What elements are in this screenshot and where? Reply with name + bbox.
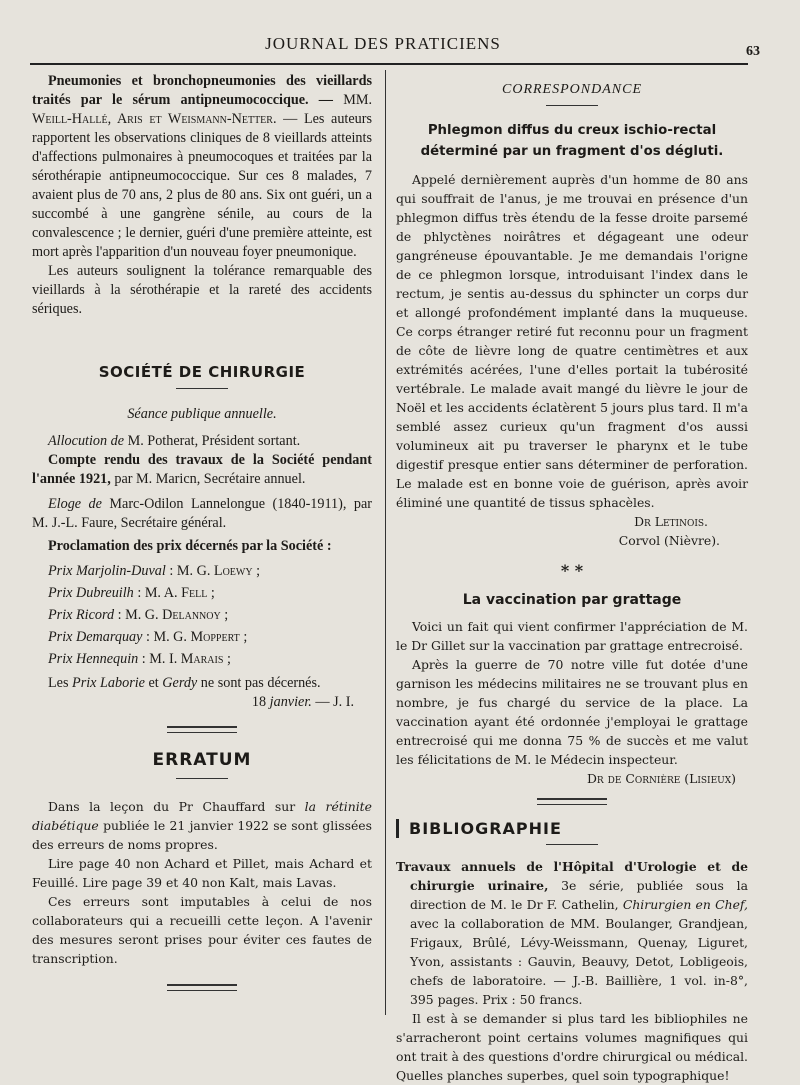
seance-subtitle: Séance publique annuelle. [127, 406, 277, 422]
biblio-review: Il est à se demander si plus tard les bibliophiles ne s'arracheront point certains volumes magnifiques qui ont trait à des questions d'ordre chirurgical ou médical. Quelles planches superbes, quel soin typographique! [396, 1011, 748, 1083]
column-divider [385, 70, 386, 1015]
biblio-entry: Travaux annuels de l'Hôpital d'Urologie et de chirurgie urinaire, 3e série, publiée sous la direction de M. le Dr F. Cathelin, Chirurgien en Chef, avec la collaboration de MM. Boulanger, Grandjean, Frigaux, Brûlé, Lévy-Weissmann, Quenay, Liguret, Yvon, assistants : Gauvin, Beauvy, Detot, Lobligeois, chefs de laboratoire. — J.-B. Baillière, 1 vol. in-8°, 395 pages. Prix : 50 francs. [396, 859, 748, 1007]
erratum-title: ERRATUM [152, 750, 252, 770]
left-column [32, 72, 372, 991]
section-stars: * * [560, 561, 584, 580]
phlegmon-signature: Dr Letinois. [634, 514, 708, 529]
allocution-text: M. Potherat, Président sortant. [127, 433, 301, 449]
prize-item: Prix Hennequin : M. I. Marais ; [48, 651, 231, 667]
compte-rendu-author: par M. Maricn, Secrétaire annuel. [114, 471, 306, 487]
header-rule [30, 63, 748, 65]
phlegmon-location: Corvol (Nièvre). [618, 533, 720, 548]
compte-rendu [32, 451, 372, 489]
page-number: 63 [746, 44, 760, 59]
right-column [396, 72, 748, 1085]
phlegmon-title: Phlegmon diffus du creux ischio-rectal déterminé par un fragment d'os dégluti. [420, 123, 724, 159]
pneumo-body: Les auteurs rapportent les observations cliniques de 8 vieillards atteints d'affections pulmonaires à pneumocoques et traitées par la sérothérapie antipneumococcique. Sur ces 8 malades, 7 avaient plus de 70 ans, 2 plus de 80 ans. Six ont guéri, un a succombé à une gangrène sénile, au cours de la convalescence ; le dernier, guéri d'une première atteinte, est mort après l'apparition d'un nouveau foyer pneumonique. [32, 111, 373, 260]
eloge-text: Marc-Odilon Lannelongue (1840-1911), par M. J.-L. Faure, Secrétaire général. [32, 496, 372, 531]
societe-signature: 18 janvier. — J. I. [251, 694, 354, 710]
prize-item: Prix Ricord : M. G. Delannoy ; [48, 607, 229, 623]
prize-item: Prix Demarquay : M. G. Moppert ; [48, 629, 248, 645]
phlegmon-body: Appelé dernièrement auprès d'un homme de 80 ans qui souffrait de l'anus, je me trouvai en présence d'un phlegmon diffus très étendu de la fesse droite parsemé de phlyctènes noirâtres et dégageant une odeur gangréneuse épouvantable. Je me demandais l'origne de ce phlegmon lorsque, introduisant l'index dans le rectum, je sentis au-dessus du sphincter un corps dur et allongé profondément implanté dans la muqueuse. Ce corps étranger retiré fut reconnu pour un fragment de côte de lièvre long de quatre centimètres et aux extrémités acérées, l'une d'elles portait la tubérosité vertébrale. Le malade avait mangé du lièvre le jour de Noël et les accidents éclatèrent 5 jours plus tard. Il m'a semblé assez curieux qu'un fragment d'os aussi volumineux ait pu traverser le pharynx et le tube digestif presque entier sans déterminer de perforation. Le malade est en bonne voie de guérison, après avoir éliminé une quantité de tissus sphacèles. [396, 172, 748, 510]
pneumo-conclusion: Les auteurs soulignent la tolérance remarquable des vieillards à la sérothérapie et la rareté des accidents sériques. [32, 263, 372, 317]
societe-title: SOCIÉTÉ DE CHIRURGIE [98, 363, 306, 381]
pneumo-article [32, 72, 372, 262]
prize-item: Prix Dubreuilh : M. A. Fell ; [48, 585, 215, 601]
prize-list [32, 560, 372, 670]
prix-not-awarded: Les Prix Laborie et Gerdy ne sont pas décernés. [48, 675, 321, 691]
erratum-body: Dans la leçon du Pr Chauffard sur la rétinite diabétique publiée le 21 janvier 1922 se sont glissées des erreurs de noms propres. Lire page 40 non Achard et Pillet, mais Achard et Feuillé. Lire page 39 et 40 non Kalt, mais Lavas. Ces erreurs sont imputables à celui de nos collaborateurs qui a recueilli cette leçon. A l'avenir des mesures seront prises pour éviter ces fautes de transcription. [32, 799, 372, 966]
proclamation: Proclamation des prix décernés par la Société : [48, 538, 332, 554]
compte-rendu-title: Compte rendu des travaux de la Société pendant l'année 1921, [32, 452, 372, 487]
eloge [32, 495, 372, 533]
journal-title: JOURNAL DES PRATICIENS [265, 34, 501, 53]
vaccination-signature: Dr de Cornière (Lisieux) [586, 771, 736, 786]
allocution-label: Allocution de [48, 433, 125, 449]
prize-item: Prix Marjolin-Duval : M. G. Loewy ; [48, 563, 261, 579]
correspondance-title: CORRESPONDANCE [502, 82, 642, 97]
vaccination-title: La vaccination par grattage [462, 592, 682, 608]
erratum-top-rule [167, 726, 237, 733]
pneumo-title: Pneumonies et bronchopneumonies des vieillards traités par le sérum antipneumococcique. — [32, 73, 372, 108]
vaccination-body: Après la guerre de 70 notre ville fut dotée d'une garnison les médecins militaires ne se trouvant plus en nombre, je fus chargé du service de la place. La vaccination ayant été ordonnée j'employai le grattage entrecroisé qui me donna 75 % de succès et me valut les félicitations de M. le Médecin inspecteur. [396, 657, 748, 767]
biblio-top-rule [537, 798, 607, 805]
bibliographie-title: BIBLIOGRAPHIE [396, 819, 748, 838]
allocution [32, 432, 372, 451]
vaccination-intro: Voici un fait qui vient confirmer l'appréciation de M. le Dr Gillet sur la vaccination par grattage entrecroisé. [396, 619, 748, 653]
pneumo-authors: MM. Weill-Hallé, Aris et Weismann-Netter. — [32, 92, 372, 127]
erratum-bottom-rule [167, 984, 237, 991]
eloge-label: Eloge de [48, 496, 102, 512]
